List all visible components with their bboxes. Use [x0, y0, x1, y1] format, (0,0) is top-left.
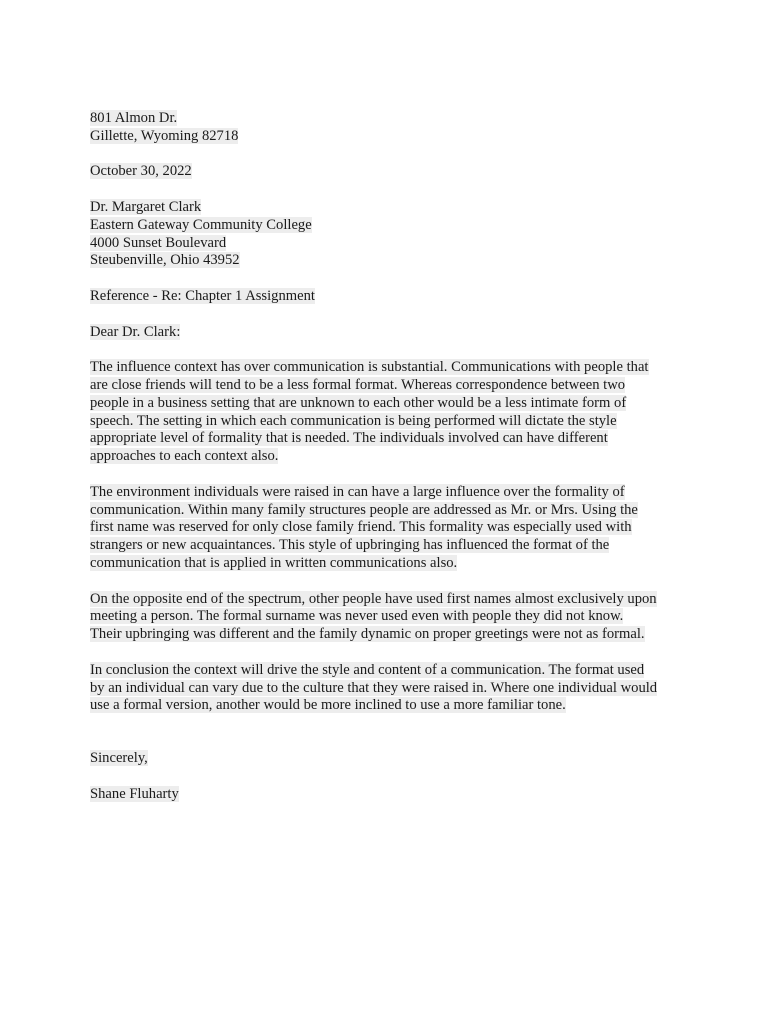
paragraph-line: by an individual can vary due to the culture that they were raised in. Where one individual would	[90, 679, 658, 696]
paragraph-line: appropriate level of formality that is needed. The individuals involved can have different	[90, 430, 608, 447]
sender-street: 801 Almon Dr.	[90, 110, 178, 126]
reference-line-block	[90, 288, 690, 306]
reference-line: Reference - Re: Chapter 1 Assignment	[90, 287, 315, 304]
paragraph-line: communication. Within many family structures people are addressed as Mr. or Mrs. Using the	[90, 501, 638, 518]
body-paragraph	[90, 591, 690, 644]
letter-date-block	[90, 163, 690, 181]
recipient-city-state-zip: Steubenville, Ohio 43952	[90, 252, 240, 269]
paragraph-line: Their upbringing was different and the family dynamic on proper greetings were not as formal.	[90, 626, 645, 643]
paragraph-line: The environment individuals were raised in can have a large influence over the formality of	[90, 483, 625, 500]
recipient-institution: Eastern Gateway Community College	[90, 216, 312, 233]
paragraph-line: approaches to each context also.	[90, 448, 279, 465]
signature-name: Shane Fluharty	[90, 785, 179, 802]
paragraph-line: The influence context has over communication is substantial. Communications with people that	[90, 359, 649, 376]
letter-date: October 30, 2022	[90, 163, 192, 180]
paragraph-line: people in a business setting that are unknown to each other would be a less intimate form of	[90, 394, 627, 411]
paragraph-line: are close friends will tend to be a less formal format. Whereas correspondence between two	[90, 376, 626, 393]
paragraph-line: communication that is applied in written communications also.	[90, 554, 458, 571]
recipient-name: Dr. Margaret Clark	[90, 198, 202, 215]
closing-block	[90, 750, 690, 768]
signature-block	[90, 786, 690, 804]
recipient-address	[90, 199, 690, 270]
salutation: Dear Dr. Clark:	[90, 323, 181, 340]
paragraph-line: strangers or new acquaintances. This style of upbringing has influenced the format of the	[90, 537, 610, 554]
recipient-street: 4000 Sunset Boulevard	[90, 234, 227, 251]
paragraph-line: On the opposite end of the spectrum, other people have used first names almost exclusively upon	[90, 590, 657, 607]
body-paragraph	[90, 662, 690, 715]
paragraph-line: In conclusion the context will drive the style and content of a communication. The format used	[90, 661, 645, 678]
sender-address	[90, 110, 690, 146]
salutation-block	[90, 324, 690, 342]
sender-city-state-zip: Gillette, Wyoming 82718	[90, 127, 239, 144]
body-paragraph	[90, 359, 690, 466]
paragraph-line: first name was reserved for only close family friend. This formality was especially used with	[90, 519, 632, 536]
body-paragraph	[90, 484, 690, 573]
paragraph-line: meeting a person. The formal surname was never used even with people they did not know.	[90, 608, 624, 625]
paragraph-line: speech. The setting in which each communication is being performed will dictate the style	[90, 412, 617, 429]
paragraph-line: use a formal version, another would be more inclined to use a more familiar tone.	[90, 697, 566, 714]
closing: Sincerely,	[90, 750, 148, 767]
letter-body	[90, 110, 690, 803]
